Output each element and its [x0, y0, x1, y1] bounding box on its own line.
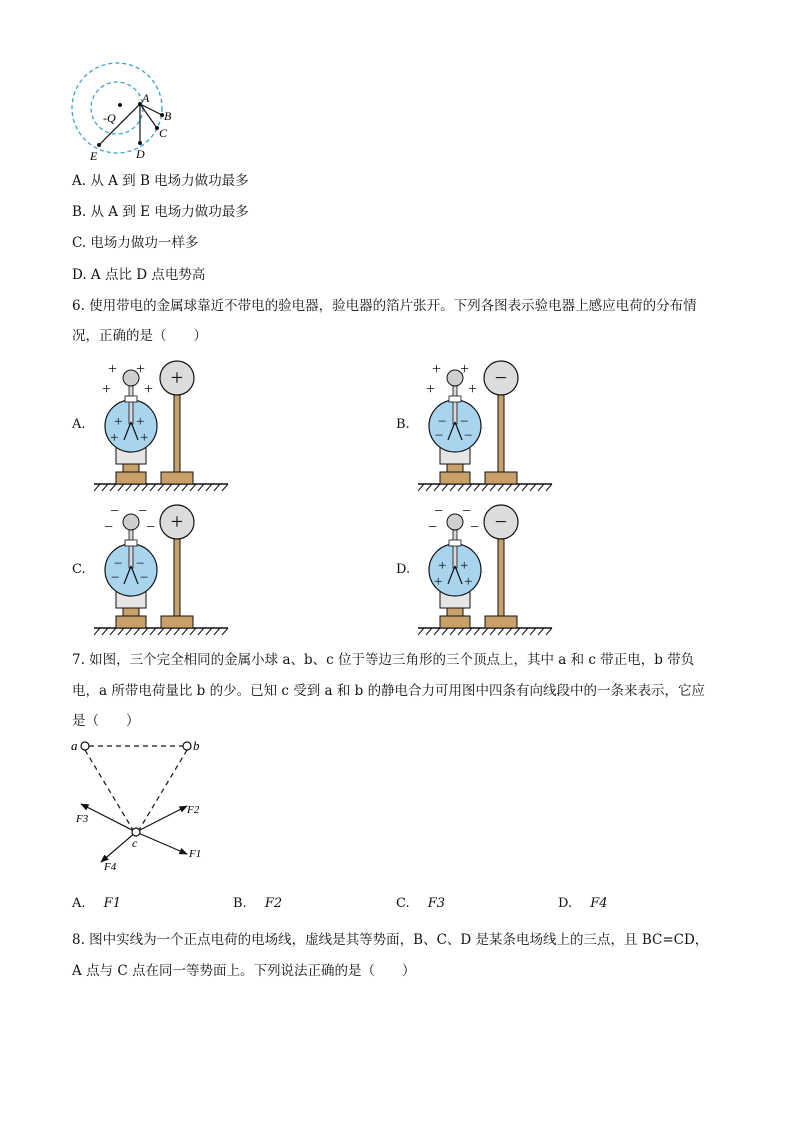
q6-label-c[interactable]: C.	[72, 562, 86, 577]
q7-option-c[interactable]	[396, 896, 445, 911]
q7-option-a-label: A.	[72, 896, 86, 911]
q7-stem-line1: 7. 如图，三个完全相同的金属小球 a、b、c 位于等边三角形的三个顶点上，其中 a 和 c 带正电，b 带负	[72, 652, 695, 668]
svg-text:+: +	[144, 381, 154, 398]
q6-stem-line2: 况，正确的是（ ）	[72, 328, 207, 344]
svg-text:+: +	[468, 381, 478, 398]
svg-text:+: +	[136, 361, 146, 378]
ball-c	[132, 828, 140, 836]
q7-option-a-value: F1	[103, 896, 121, 911]
ball-sign-b: −	[494, 365, 508, 390]
svg-text:+: +	[460, 558, 469, 574]
q6-figure-c	[94, 504, 244, 638]
label-Q: -Q	[103, 111, 116, 125]
svg-text:−: −	[136, 556, 145, 572]
svg-text:−: −	[111, 570, 120, 586]
svg-text:−: −	[428, 519, 438, 536]
q6-label-b[interactable]: B.	[396, 417, 410, 432]
q7-option-c-label: C.	[396, 896, 410, 911]
arrow-F4	[101, 832, 136, 862]
arrow-F2	[136, 806, 187, 832]
svg-text:−: −	[114, 556, 123, 572]
svg-text:−: −	[438, 414, 447, 430]
svg-text:−: −	[434, 504, 444, 520]
q7-option-d-label: D.	[558, 896, 573, 911]
ball-sign-c: +	[170, 509, 184, 534]
q8-stem-line2: A 点与 C 点在同一等势面上。下列说法正确的是（ ）	[72, 963, 416, 979]
q7-option-d-value: F4	[590, 896, 608, 911]
svg-text:+: +	[110, 430, 119, 446]
svg-text:−: −	[462, 504, 472, 520]
q7-option-a[interactable]	[72, 896, 121, 911]
q7-option-b[interactable]	[233, 896, 282, 911]
svg-text:−: −	[140, 570, 149, 586]
q6-figure-a	[94, 360, 244, 494]
q6-stem-line1: 6. 使用带电的金属球靠近不带电的验电器，验电器的箔片张开。下列各图表示验电器上感应电荷的分布情	[72, 298, 697, 314]
q7-stem-line2: 电，a 所带电荷量比 b 的少。已知 c 受到 a 和 b 的静电合力可用图中四条有向线段中的一条来表示，它应	[72, 683, 706, 699]
ball-sign-a: +	[170, 365, 184, 390]
svg-text:+: +	[108, 361, 118, 378]
label-b: b	[193, 738, 200, 753]
arrow-F3	[81, 804, 136, 832]
q7-option-c-value: F3	[427, 896, 446, 911]
arrow-F1	[136, 832, 187, 854]
label-F4: F4	[104, 861, 117, 873]
svg-text:+: +	[460, 361, 470, 378]
q5-option-c[interactable]: C. 电场力做功一样多	[72, 235, 199, 251]
charge-Q-dot	[118, 103, 122, 107]
label-F3: F3	[76, 813, 89, 825]
ball-sign-d: −	[494, 509, 508, 534]
label-C: C	[159, 126, 168, 140]
label-D: D	[136, 147, 145, 161]
label-E: E	[90, 149, 98, 163]
label-F1: F1	[189, 848, 202, 860]
svg-text:−: −	[464, 428, 473, 444]
svg-text:+: +	[438, 558, 447, 574]
svg-text:+: +	[136, 414, 145, 430]
q7-option-d[interactable]	[558, 896, 608, 911]
q7-option-b-label: B.	[233, 896, 247, 911]
svg-text:−: −	[435, 428, 444, 444]
svg-text:+: +	[114, 414, 123, 430]
svg-text:−: −	[460, 414, 469, 430]
svg-text:+: +	[434, 574, 443, 590]
svg-text:+: +	[140, 430, 149, 446]
q6-figure-b	[418, 360, 568, 494]
label-a: a	[71, 738, 78, 753]
svg-text:−: −	[138, 504, 148, 520]
q6-figure-d	[418, 504, 568, 638]
q5-figure	[68, 62, 178, 166]
q6-label-a[interactable]: A.	[72, 417, 86, 432]
svg-text:−: −	[110, 504, 120, 520]
q6-label-d[interactable]: D.	[396, 562, 411, 577]
label-A: A	[142, 91, 150, 105]
label-F2: F2	[187, 804, 200, 816]
svg-text:+: +	[102, 381, 112, 398]
q7-stem-line3: 是（ ）	[72, 713, 140, 729]
label-c: c	[132, 836, 138, 850]
svg-text:−: −	[146, 519, 156, 536]
q5-option-b[interactable]: B. 从 A 到 E 电场力做功最多	[72, 204, 249, 220]
q5-option-a[interactable]: A. 从 A 到 B 电场力做功最多	[72, 173, 249, 189]
q7-figure	[66, 736, 216, 876]
svg-text:+: +	[464, 574, 473, 590]
svg-text:+: +	[426, 381, 436, 398]
svg-text:−: −	[104, 519, 114, 536]
q5-option-d[interactable]: D. A 点比 D 点电势高	[72, 267, 206, 283]
svg-text:−: −	[470, 519, 480, 536]
ball-b	[183, 742, 191, 750]
q7-option-b-value: F2	[264, 896, 283, 911]
q8-stem-line1: 8. 图中实线为一个正点电荷的电场线，虚线是其等势面，B、C、D 是某条电场线上的三点，且 BC=CD，	[72, 932, 709, 948]
label-B: B	[164, 109, 172, 123]
svg-text:+: +	[432, 361, 442, 378]
ball-a	[81, 742, 89, 750]
